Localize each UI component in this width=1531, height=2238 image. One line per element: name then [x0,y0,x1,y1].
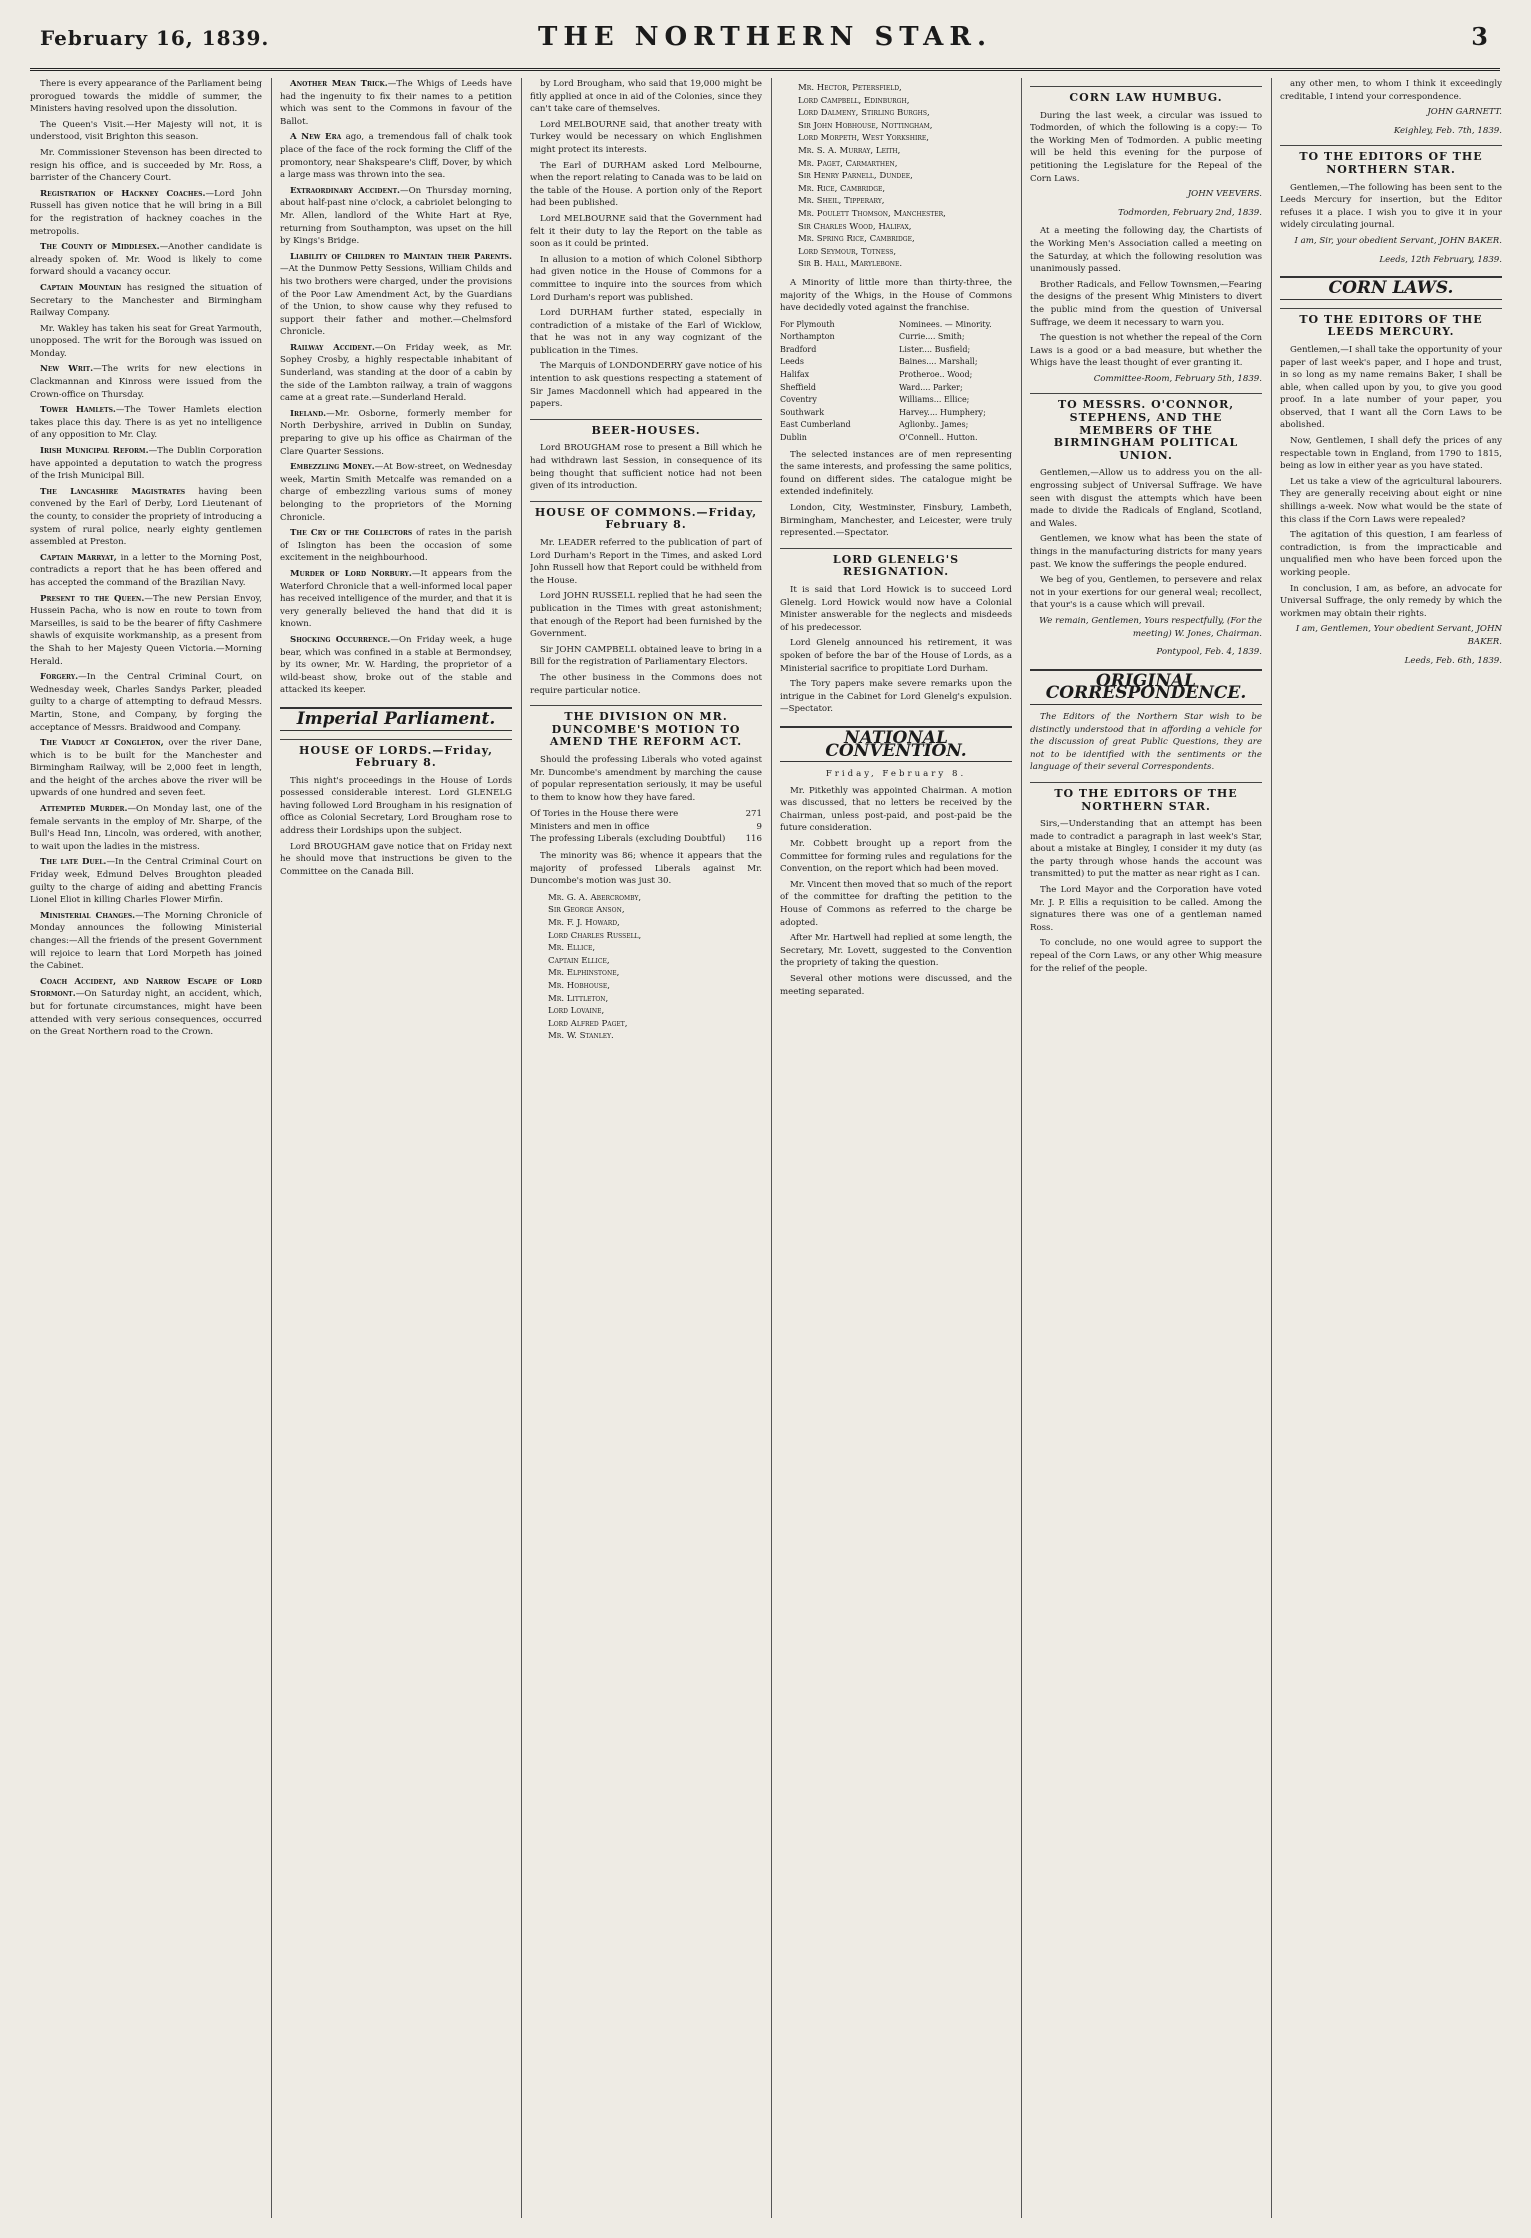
subsection-heading: TO THE EDITORS OF THE NORTHERN STAR. [1280,145,1502,176]
vote-names: Aglionby.. James; [899,420,969,430]
paragraph-body: —The Whigs of Leeds have had the ingenuity to fix their names to a petition which was sent to the Commons in favour of the Ballot. [280,79,512,127]
vote-place: East Cumberland [780,420,851,430]
subsection-heading: TO THE EDITORS OF THE LEEDS MERCURY. [1280,308,1502,339]
signature: I am, Sir, your obedient Servant, JOHN BAKER. [1294,235,1502,246]
list-item: Sir Henry Parnell, Dundee, [798,171,913,182]
vote-names: Lister.... Busfield; [899,344,971,354]
paragraph: Gentlemen, we know what has been the state of things in the manufacturing districts for many years past. We know the sufferings the people endured. [1030,534,1262,570]
paragraph: Gentlemen,—I shall take the opportunity of your paper of last week's paper, and I hope and trust, in so long as my name remains Baker, I shall be able, when called upon by you, to give you good proof. In a late number of your paper, you observed, that I want all the Corn Laws to be abolished. [1280,344,1502,431]
paragraph-body: —On Saturday night, an accident, which, but for fortunate circumstances, might have been attended with very serious consequences, occurred on the Great Northern road to the Crown. [30,989,262,1038]
paragraph: In allusion to a motion of which Colonel Sibthorp had given notice in the House of Commons for a committee to inquire into the sources from which Lord Durham's report was published. [530,254,762,303]
paragraph: Now, Gentlemen, I shall defy the prices of any respectable town in England, from 1790 to 1815, being as low in either year as you have stated. [1280,436,1502,472]
paragraph: The question is not whether the repeal of the Corn Laws is a good or a bad measure, but whether the Whigs have the least thought of ever granting it. [1030,333,1262,369]
paragraph: Lord BROUGHAM rose to present a Bill which he had withdrawn last Session, in consequence of its being thought that sufficient notice had not been given of its introduction. [530,443,762,492]
tally-row [530,808,762,821]
paragraph: Gentlemen,—The following has been sent to the Leeds Mercury for insertion, but the Editor refuses it a place. I wish you to give it in your widely circulating journal. [1280,182,1502,231]
paragraph-body: ago, a tremendous fall of chalk took place of the face of the rock forming the Cliff of the promontory, near Shakspeare's Cliff, Dover, by which a large mass was thrown into the sea. [280,132,512,181]
paragraph: London, City, Westminster, Finsbury, Lambeth, Birmingham, Manchester, and Leicester, were truly represented.—Spectator. [780,503,1012,539]
paragraph [280,78,512,128]
vote-place: Dublin [780,433,807,443]
paragraph-body: —The new Persian Envoy, Hussein Pacha, who is now en route to town from Marseilles, is said to be the bearer of fifty Cashmere shawls of exquisite workmanship, as a present from the Shah to her Majesty Queen Victoria.—Morning Herald. [30,593,262,667]
section-heading: CORN LAW HUMBUG. [1030,86,1262,105]
dateline: Leeds, 12th February, 1839. [1379,254,1502,265]
paragraph [30,910,262,973]
paragraph: Sirs,—Understanding that an attempt has been made to contradict a paragraph in last week's Star, about a mistake at Bingley, I consider it my duty (as the party through whose hands the account was transmitted) to put the matter as near right as I can. [1030,819,1262,880]
list-item: Mr. Elphinstone, [548,968,620,979]
paragraph: Mr. Wakley has taken his seat for Great Yarmouth, unopposed. The writ for the Borough was issued on Monday. [30,323,262,359]
paragraph-lead: Extraordinary Accident. [290,185,401,196]
paragraph: This night's proceedings in the House of Lords possessed considerable interest. Lord GLENELG having followed Lord Brougham in his resignation of office as Colonial Secretary, Lord Brougham rose to address their Lordships upon the subject. [280,775,512,837]
list-item: Sir George Anson, [548,905,625,916]
subsection-heading: TO THE EDITORS OF THE NORTHERN STAR. [1030,782,1262,813]
paragraph: Mr. Commissioner Stevenson has been directed to resign his office, and is succeeded by Mr. Ross, a barrister of the Chancery Court. [30,147,262,184]
paragraph: Should the professing Liberals who voted against Mr. Duncombe's amendment by marching the cause of popular representation seriously, it may be useful to them to know how they have fared. [530,754,762,803]
vote-place: Bradford [780,344,817,354]
paragraph: Lord MELBOURNE said that the Government had felt it their duty to lay the Report on the table as soon as it could be printed. [530,213,762,250]
paragraph-lead: Present to the Queen. [40,593,145,604]
paragraph-body: —At the Dunmow Petty Sessions, William Childs and his two brothers were charged, under the provisions of the Poor Law Amendment Act, by the Guardians of the Union, to show cause why they refused to support their father and mother.—Chelmsford Chronicle. [280,264,512,338]
tally-row [530,833,762,846]
tally-label: Ministers and men in office [530,821,650,832]
member-list [548,892,762,1043]
paragraph [280,342,512,405]
paragraph-lead: Ireland. [290,408,327,419]
list-item: Lord Morpeth, West Yorkshire, [798,133,930,144]
list-item: Mr. Ellice, [548,943,596,954]
paragraph: There is every appearance of the Parliament being prorogued towards the middle of summer, the Ministers having resolved upon the dissolution. [30,79,262,115]
signature: We remain, Gentlemen, Yours respectfully, (For the meeting) W. Jones, Chairman. [1039,615,1262,639]
paragraph [30,363,262,401]
paragraph: The selected instances are of men representing the same interests, and professing the same politics, found on different sides. The catalogue might be extended indefinitely. [780,449,1012,498]
list-item: Captain Ellice, [548,955,610,966]
tally-value: 9 [756,821,762,832]
paragraph: Lord BROUGHAM gave notice that on Friday next he should move that instructions be given to the Committee on the Canada Bill. [280,841,512,877]
paragraph: Lord JOHN RUSSELL replied that he had seen the publication in the Times with great astonishment; that enough of the Report had been furnished by the Government. [530,591,762,640]
signature: JOHN GARNETT. [1427,107,1502,118]
paragraph-body: —Lord John Russell has given notice that he will bring in a Bill for the registration of hackney coaches in the metropolis. [30,188,262,237]
vote-place: Northampton [780,332,835,342]
tally-value: 271 [745,809,762,820]
paragraph: Gentlemen,—Allow us to address you on the all-engrossing subject of Universal Suffrage. We have seen with disgust the attempts which have been made to divide the Radicals of England, Scotland, and Wales. [1030,468,1262,529]
paragraph: The Earl of DURHAM asked Lord Melbourne, when the report relating to Canada was to be laid on the table of the House. A portion only of the Report had been published. [530,160,762,209]
list-item: Mr. W. Stanley. [548,1031,614,1042]
paragraph [280,461,512,524]
column-6 [1280,78,1502,2218]
paragraph: The other business in the Commons does not require particular notice. [530,672,762,696]
dateline: Leeds, Feb. 6th, 1839. [1404,655,1502,666]
list-item: Mr. Spring Rice, Cambridge, [798,234,915,245]
list-item: Lord Dalmeny, Stirling Burghs, [798,108,930,119]
paragraph: A Minority of little more than thirty-three, the majority of the Whigs, in the House of Commons have decidedly voted against the franchise. [780,277,1012,314]
section-heading: NATIONAL CONVENTION. [780,726,1012,762]
paragraph [280,185,512,248]
paragraph: Mr. Pitkethly was appointed Chairman. A motion was discussed, that no letters be received by the Chairman, unless post-paid, and post-paid be the future consideration. [780,785,1012,834]
paragraph [30,188,262,238]
paragraph-lead: Forgery. [40,672,79,683]
paragraph-lead: Embezzling Money. [290,462,375,473]
paragraph-body: —The Morning Chronicle of Monday announces the following Ministerial changes:—All the friends of the present Government will rejoice to learn that Lord Morpeth has joined the Cabinet. [30,910,262,972]
masthead [30,8,1500,71]
paragraph-body: —Another candidate is already spoken of. Mr. Wood is likely to come forward should a vacancy occur. [30,242,262,278]
paragraph: The Lord Mayor and the Corporation have voted Mr. J. P. Ellis a requisition to be called. Among the signatures there was one of a gentleman named Ross. [1030,885,1262,933]
vote-names: Harvey.... Humphery; [899,407,986,417]
paragraph-body: has resigned the situation of Secretary to the Manchester and Birmingham Railway Company. [30,282,262,319]
column-3 [530,78,762,2218]
division-tally [530,808,762,846]
tally-label: The professing Liberals (excluding Doubtful) [530,834,726,845]
tally-row [530,821,762,834]
list-item: Mr. Hector, Petersfield, [798,83,902,93]
paragraph-body: —On Monday last, one of the female servants in the employ of Mr. Sharpe, of the Bull's Head Inn, Lincoln, was ordered, with another, to wait upon the ladies in the mistress. [30,804,262,852]
paragraph: Several other motions were discussed, and the meeting separated. [780,974,1012,997]
paragraph: by Lord Brougham, who said that 19,000 might be fitly applied at once in aid of the Colonies, since they can't take care of themselves. [530,79,762,115]
vote-names: Currie.... Smith; [899,332,965,342]
list-item: Mr. Littleton, [548,993,609,1004]
paragraph: The Marquis of LONDONDERRY gave notice of his intention to ask questions respecting a statement of Sir James Macdonnell which had appeared in the papers. [530,361,762,410]
paragraph-lead: Murder of Lord Norbury. [290,568,412,579]
vote-names: O'Connell.. Hutton. [899,433,978,443]
paragraph: Lord DURHAM further stated, especially in contradiction of a mistake of the Earl of Wicklow, that he was not in any way cognizant of the publication in the Times. [530,308,762,356]
paragraph [30,445,262,483]
column-2 [280,78,512,2218]
list-item: Lord Charles Russell, [548,930,642,941]
paragraph-lead: Attempted Murder. [40,804,128,815]
paragraph [280,634,512,697]
vote-place: Leeds [780,357,805,367]
paragraph: Mr. LEADER referred to the publication of part of Lord Durham's Report in the Times, and asked Lord John Russell how that Report could be withheld from the House. [530,538,762,586]
list-item: Mr. S. A. Murray, Leith, [798,145,901,156]
vote-header: For Plymouth [780,319,835,329]
paragraph [30,671,262,734]
section-heading: THE DIVISION ON MR. DUNCOMBE'S MOTION TO AMEND THE REFORM ACT. [530,705,762,749]
dateline: Todmorden, February 2nd, 1839. [1118,207,1262,218]
vote-names: Ward.... Parker; [899,382,963,392]
paragraph: The Queen's Visit.—Her Majesty will not, it is understood, visit Brighton this season. [30,119,262,143]
paragraph-lead: The late Duel. [40,857,107,868]
column-rule [521,78,522,2218]
signature: JOHN VEEVERS. [1187,189,1262,200]
paragraph-body: over the river Dane, which is to be built for the Manchester and Birmingham Railway, will be 2,000 feet in length, and the height of the arches above the river will be upwards of one hundred and seven feet. [30,738,262,799]
list-item: Lord Seymour, Totness, [798,246,897,257]
signature: I am, Gentlemen, Your obedient Servant, JOHN BAKER. [1295,624,1502,647]
section-heading: ORIGINAL CORRESPONDENCE. [1030,669,1262,705]
paragraph [280,568,512,631]
column-rule [771,78,772,2218]
paragraph [30,803,262,853]
paragraph [280,527,512,565]
paragraph-lead: Railway Accident. [290,342,375,353]
list-item: Mr. Sheil, Tipperary, [798,196,885,207]
paragraph [280,408,512,458]
paragraph-lead: Tower Hamlets. [40,405,116,416]
paragraph: After Mr. Hartwell had replied at some length, the Secretary, Mr. Lovett, suggested to the Convention the propriety of taking the question. [780,933,1012,969]
member-list [798,82,1012,271]
vote-names: Williams... Ellice; [899,395,970,405]
tally-value: 116 [745,834,762,845]
paragraph: During the last week, a circular was issued to Todmorden, of which the following is a copy:— To the Working Men of Todmorden. A public meeting will be held this evening for the purpose of petitioning the Legislature for the Repeal of the Corn Laws. [1030,110,1262,184]
column-rule [1021,78,1022,2218]
list-item: Mr. Poulett Thomson, Manchester, [798,208,946,219]
section-heading: TO MESSRS. O'CONNOR, STEPHENS, AND THE MEMBERS OF THE BIRMINGHAM POLITICAL UNION. [1030,393,1262,462]
paragraph: Brother Radicals, and Fellow Townsmen,—Fearing the designs of the present Whig Ministers to divert the public mind from the question of Universal Suffrage, we deem it necessary to warn you. [1030,279,1262,328]
paragraph-lead: Coach Accident, and Narrow Escape of Lord Stormont. [30,976,262,1000]
paragraph-lead: Captain Mountain [40,282,122,293]
paragraph: The minority was 86; whence it appears that the majority of professed Liberals against Mr. Duncombe's motion was just 30. [530,851,762,887]
vote-names: Protheroe.. Wood; [899,370,973,380]
paragraph: The agitation of this question, I am fearless of contradiction, is from the impracticable and unqualified men who have been forced upon the working people. [1280,530,1502,578]
list-item: Sir Charles Wood, Halifax, [798,221,912,232]
paragraph-lead: Ministerial Changes. [40,910,136,921]
vote-place: Coventry [780,395,817,405]
list-item: Mr. G. A. Abercromby, [548,892,642,903]
paragraph: We beg of you, Gentlemen, to persevere and relax not in your exertions for our general weal; recollect, that your's is a cause which will prevail. [1030,575,1262,611]
paragraph-lead: A New Era [290,132,342,143]
list-item: Mr. Paget, Carmarthen, [798,158,898,169]
paragraph-body: —On Friday week, as Mr. Sophey Crosby, a highly respectable inhabitant of Sunderland, was standing at the door of a cabin by the side of the Lambton railway, a train of waggons came at a great rate.—Sunderland Herald. [280,342,512,404]
column-5 [1030,78,1262,2218]
list-item: Sir John Hobhouse, Nottingham, [798,120,933,131]
paragraph [280,251,512,339]
paragraph-lead: Registration of Hackney Coaches. [40,188,206,199]
subsection-heading: HOUSE OF LORDS.—Friday, February 8. [280,739,512,770]
paragraph-lead: Irish Municipal Reform. [40,446,149,457]
dateline: Friday, February 8. [825,769,967,780]
section-heading: CORN LAWS. [1280,276,1502,300]
section-heading: HOUSE OF COMMONS.—Friday, February 8. [530,501,762,532]
paragraph [30,404,262,442]
paragraph: To conclude, no one would agree to support the repeal of the Corn Laws, or any other Whig measure for the relief of the people. [1030,938,1262,974]
paragraph: any other men, to whom I think it exceedingly creditable, I intend your correspondence. [1280,79,1502,102]
tally-label: Of Tories in the House there were [530,809,679,820]
editorial-note: The Editors of the Northern Star wish to be distinctly understood that in affording a vehicle for the discussion of great Public Questions, they are not to be identified with the sentiments or the language of their several Correspondents. [1030,711,1262,773]
paragraph: The Tory papers make severe remarks upon the intrigue in the Cabinet for Lord Glenelg's expulsion.—Spectator. [780,679,1012,715]
paragraph [30,593,262,669]
paragraph-body: —In the Central Criminal Court, on Wednesday week, Charles Sandys Parker, pleaded guilty to a charge of attempting to defraud Messrs. Martin, Stone, and Company, by forging the acceptance of Messrs. Braidwood and Company. [30,672,262,733]
paragraph: Lord Glenelg announced his retirement, it was spoken of before the bar of the House of Lords, as a Ministerial sacrifice to propitiate Lord Durham. [780,638,1012,674]
paragraph-lead: The Lancashire Magistrates [40,486,186,497]
vote-place: Halifax [780,370,810,380]
paragraph-body: in a letter to the Morning Post, contradicts a report that he has been offered and has accepted the command of the Brazilian Navy. [30,552,262,588]
paragraph: Lord MELBOURNE said, that another treaty with Turkey would be necessary on which Englishmen might protect its interests. [530,119,762,155]
list-item: Mr. F. J. Howard, [548,918,620,929]
paragraph-body: —The Tower Hamlets election takes place this day. There is as yet no intelligence of any opposition to Mr. Clay. [30,405,262,441]
list-item: Mr. Rice, Cambridge, [798,183,886,194]
column-1 [30,78,262,2218]
dateline: Keighley, Feb. 7th, 1839. [1393,125,1502,136]
paragraph [30,486,262,549]
paragraph-lead: Liability of Children to Maintain their Parents. [290,251,512,262]
paragraph [30,856,262,906]
paragraph-body: —At Bow-street, on Wednesday week, Martin Smith Metcalfe was remanded on a charge of embezzling various sums of money belonging to the proprietors of the Morning Chronicle. [280,462,512,523]
paragraph [280,131,512,181]
vote-place: Southwark [780,407,825,417]
paragraph [30,737,262,800]
paragraph-lead: New Writ. [40,364,94,375]
paragraph-lead: Captain Marryat, [40,552,117,563]
column-rule [271,78,272,2218]
subsection-heading: BEER-HOUSES. [530,419,762,438]
paragraph-lead: The County of Middlesex. [40,242,160,253]
paragraph-body: —Mr. Osborne, formerly member for North Derbyshire, arrived in Dublin on Sunday, preparing to give up his office as Chairman of the Clare Quarter Sessions. [280,408,512,457]
list-item: Lord Campbell, Edinburgh, [798,95,910,106]
list-item: Sir B. Hall, Marylebone. [798,259,903,270]
paragraph: In conclusion, I am, as before, an advocate for Universal Suffrage, the only remedy by which the workmen may obtain their rights. [1280,583,1502,619]
vote-names: Baines.... Marshall; [899,357,978,367]
paragraph [30,552,262,590]
paragraph: Let us take a view of the agricultural labourers. They are generally receiving about eight or nine shillings a-week. Now what would be the state of this class if the Corn Laws were repealed? [1280,476,1502,525]
list-item: Lord Alfred Paget, [548,1018,628,1029]
section-heading: Imperial Parliament. [280,707,512,731]
dateline: Pontypool, Feb. 4, 1839. [1156,647,1262,658]
paragraph-lead: Shocking Occurrence. [290,634,391,645]
paragraph-body: —It appears from the Waterford Chronicle that a well-informed local paper has received intelligence of the murder, and that it is very generally believed the hand that did it is known. [280,568,512,630]
paragraph-body: —On Friday week, a huge bear, which was confined in a stable at Bermondsey, by its owner, Mr. W. Harding, the proprietor of a wild-beast show, broke out of the stable and attacked its keeper. [280,634,512,696]
vote-table [780,319,1012,445]
paragraph-body: —The writs for new elections in Clackmannan and Kinross were issued from the Crown-office on Thursday. [30,364,262,400]
paragraph: It is said that Lord Howick is to succeed Lord Glenelg. Lord Howick would now have a Colonial Minister answerable for the neglects and misdeeds of his predecessor. [780,584,1012,633]
paragraph-lead: Another Mean Trick. [290,79,388,89]
paragraph: Mr. Vincent then moved that so much of the report of the committee for drafting the petition to the House of Commons as referred to the charge be adopted. [780,879,1012,928]
column-4 [780,78,1012,2218]
paragraph: Mr. Cobbett brought up a report from the Committee for forming rules and regulations for the Convention, on the report which had been moved. [780,839,1012,875]
paragraph-body: having been convened by the Earl of Derby, Lord Lieutenant of the county, to consider the propriety of introducing a system of rural police, nearly eighty gentlemen assembled at Preston. [30,486,262,548]
paragraph-lead: The Cry of the Collectors [290,528,413,539]
section-heading: LORD GLENELG'S RESIGNATION. [780,548,1012,579]
paragraph-body: —In the Central Criminal Court on Friday week, Edmund Delves Broughton pleaded guilty to the charge of aiding and abetting Francis Lionel Eliot in killing Charles Flower Mirfin. [30,857,262,906]
dateline: Committee-Room, February 5th, 1839. [1093,373,1262,384]
paragraph [30,282,262,320]
paragraph [30,976,262,1039]
vote-header: Nominees. — Minority. [899,319,992,329]
paragraph: Sir JOHN CAMPBELL obtained leave to bring in a Bill for the registration of Parliamentary Electors. [530,644,762,668]
paragraph: At a meeting the following day, the Chartists of the Working Men's Association called a meeting on the Saturday, at which the following resolution was unanimously passed. [1030,226,1262,275]
paragraph-body: —The Dublin Corporation have appointed a deputation to watch the progress of the Irish Municipal Bill. [30,446,262,482]
list-item: Lord Lovaine, [548,1006,605,1017]
paragraph [30,241,262,279]
paragraph-body: of rates in the parish of Islington has been the occasion of some excitement in the neighbourhood. [280,528,512,564]
page-number: 3 [1471,22,1488,51]
issue-date: February 16, 1839. [40,26,270,50]
paragraph-body: —On Thursday morning, about half-past nine o'clock, a cabriolet belonging to Mr. Allen, landlord of the White Hart at Rye, returning from Southampton, was upset on the hill by Kings's Bridge. [280,185,512,247]
vote-place: Sheffield [780,382,817,392]
paragraph-lead: The Viaduct at Congleton, [40,738,164,749]
newspaper-title: THE NORTHERN STAR. [537,22,993,52]
list-item: Mr. Hobhouse, [548,981,611,991]
column-rule [1271,78,1272,2218]
